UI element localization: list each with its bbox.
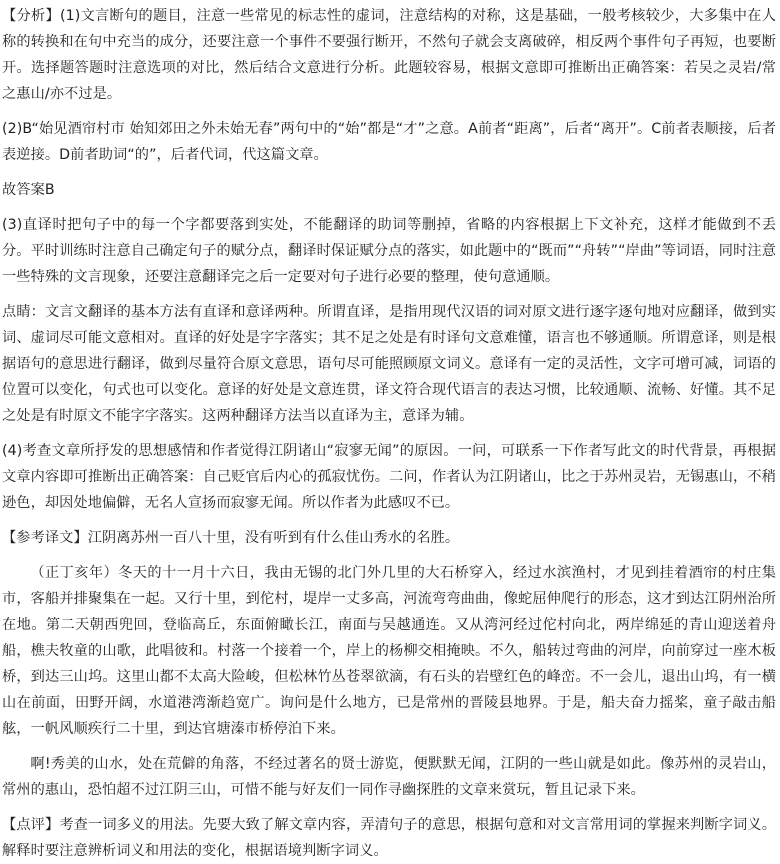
reference-translation-body-1: （正丁亥年）冬天的十一月十六日，我由无锡的北门外几里的大石桥穿入，经过水滨渔村，才见到挂着酒帘的村庄集市，客船并排聚集在一起。又行十里，到佗村，堤岸一丈多高，河流弯弯曲曲，像蛇屈伸爬行的形态，这才到达江阴州治所在地。第二天朝西兜回，登临高丘，东面俯瞰长江，南面与吴越通连。又从湾河经过佗村向北，两岸绵延的青山迎送着舟船，樵夫牧童的山歌，此唱彼和。村落一个接着一个，岸上的杨柳交相掩映。不久，船转过弯曲的河岸，向前穿过一座木板桥，到达三山坞。这里山都不太高大险峻，但松林竹丛苍翠欲滴，有石头的岩壁红色的峰峦。不一会儿，退出山坞，有一横山在前面，田野开阔，水道港湾渐趋宽广。询问是什么地方，已是常州的晋陵县地界。于是，船夫奋力摇桨，童子敲击船舷，一帆风顺疾行二十里，到达官塘溱市桥停泊下来。 xyxy=(2,565,776,737)
analysis-paragraph-2: (2)B“始见酒帘村市 始知郊田之外未始无春”两句中的“始”都是“才”之意。A前者“距离”，后者“离开”。C前者表顺接，后者表逆接。D前者助词“的”，后者代词，代这篇文章。 xyxy=(2,121,776,163)
review-paragraph: 【点评】考查一词多义的用法。先要大致了解文章内容，弄清句子的意思，根据句意和对文言常用词的掌握来判断字词义。解释时要注意辨析词义和用法的变化，根据语境判断字词义。 xyxy=(2,817,776,859)
reference-translation-intro: 【参考译文】江阴离苏州一百八十里，没有听到有什么佳山秀水的名胜。 xyxy=(2,530,460,546)
analysis-paragraph-3: (3)直译时把句子中的每一个字都要落到实处，不能翻译的助词等删掉，省略的内容根据上下文补充，这样才能做到不丢分。平时训练时注意自己确定句子的赋分点，翻译时保证赋分点的落实，如此题中的“既而”“舟转”“岸曲”等词语，同时注意一些特殊的文言现象，还要注意翻译完之后一定要对句子进行必要的整理，使句意通顺。 xyxy=(2,217,776,285)
analysis-paragraph-4: (4)考查文章所抒发的思想感情和作者觉得江阴诸山“寂寥无闻”的原因。一问，可联系一下作者写此文的时代背景，再根据文章内容即可推断出正确答案：自己贬官后内心的孤寂忧伤。二问，作者认为江阴诸山，比之于苏州灵岩，无锡惠山，不稍逊色，却因处地偏僻，无名人宣扬而寂寥无闻。所以作者为此感叹不已。 xyxy=(2,443,776,511)
reference-translation-body-2: 啊!秀美的山水，处在荒僻的角落，不经过著名的贤士游览，便默默无闻，江阴的一些山就是如此。像苏州的灵岩山，常州的惠山，恐怕超不过江阴三山，可惜不能与好友们一同作寻幽探胜的文章来赏玩，暂且记录下来。 xyxy=(2,756,776,798)
answer-line: 故答案B xyxy=(2,182,55,198)
translation-method-note: 点睛：文言文翻译的基本方法有直译和意译两种。所谓直译，是指用现代汉语的词对原文进行逐字逐句地对应翻译，做到实词、虚词尽可能文意相对。直译的好处是字字落实；其不足之处是有时译句文意难懂，语言也不够通顺。所谓意译，则是根据语句的意思进行翻译，做到尽量符合原文意思，语句尽可能照顾原文词义。意译有一定的灵活性，文字可增可减，词语的位置可以变化，句式也可以变化。意译的好处是文意连贯，译文符合现代语言的表达习惯，比较通顺、流畅、好懂。其不足之处是有时原文不能字字落实。这两种翻译方法当以直译为主，意译为辅。 xyxy=(2,304,776,424)
analysis-paragraph-1: 【分析】(1)文言断句的题目，注意一些常见的标志性的虚词，注意结构的对称，这是基础，一般考核较少，大多集中在人称的转换和在句中充当的成分，还要注意一个事件不要强行断开，不然句子就会支离破碎，相反两个事件句子再短，也要断开。选择题答题时注意选项的对比，然后结合文意进行分析。此题较容易，根据文意即可推断出正确答案：若吴之灵岩/常之惠山/亦不过是。 xyxy=(2,8,776,102)
